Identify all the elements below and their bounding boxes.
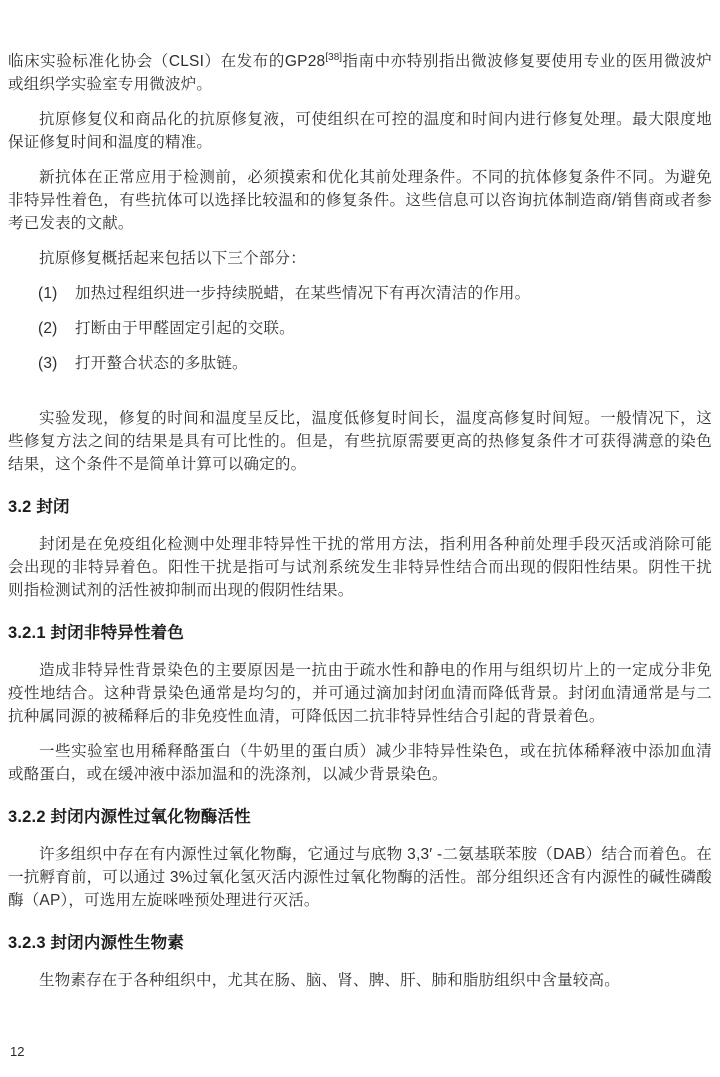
list-marker-2: (2) [38, 320, 58, 337]
paragraph-new-antibody: 新抗体在正常应用于检测前，必须摸索和优化其前处理条件。不同的抗体修复条件不同。为避免非特异性着色，有些抗体可以选择比较温和的修复条件。这些信息可以咨询抗体制造商/销售商或者参考已发表的文献。 [8, 169, 712, 232]
list-item-1 [8, 282, 712, 305]
list-text-3: 打开螯合状态的多肽链。 [75, 355, 248, 372]
page-number: 12 [10, 1044, 25, 1059]
list-item-2 [8, 317, 712, 340]
paragraph-text-before-ref: 临床实验标准化协会（CLSI）在发布的GP28 [8, 53, 326, 70]
paragraph-nonspecific-staining: 造成非特异性背景染色的主要原因是一抗由于疏水性和静电的作用与组织切片上的一定成分非免疫性地结合。这种背景染色通常是均匀的，并可通过滴加封闭血清而降低背景。封闭血清通常是与二抗种属同源的被稀释后的非免疫性血清，可降低因二抗非特异性结合引起的背景着色。 [8, 662, 712, 725]
list-marker-1: (1) [38, 285, 58, 302]
section-heading-3-2-2: 3.2.2 封闭内源性过氧化物酶活性 [8, 808, 251, 826]
list-text-1: 加热过程组织进一步持续脱蜡，在某些情况下有再次清洁的作用。 [75, 285, 531, 302]
list-text-2: 打断由于甲醛固定引起的交联。 [75, 320, 295, 337]
paragraph-retrieval-summary-intro: 抗原修复概括起来包括以下三个部分： [39, 250, 306, 267]
paragraph-time-temperature: 实验发现，修复的时间和温度呈反比，温度低修复时间长，温度高修复时间短。一般情况下，这些修复方法之间的结果是具有可比性的。但是，有些抗原需要更高的热修复条件才可获得满意的染色结果，这个条件不是简单计算可以确定的。 [8, 410, 712, 473]
paragraph-casein-dilution: 一些实验室也用稀释酪蛋白（牛奶里的蛋白质）减少非特异性染色，或在抗体稀释液中添加血清或酪蛋白，或在缓冲液中添加温和的洗涤剂，以减少背景染色。 [8, 743, 712, 783]
paragraph-endogenous-peroxidase: 许多组织中存在有内源性过氧化物酶，它通过与底物 3,3′ -二氨基联苯胺（DAB）结合而着色。在一抗孵育前，可以通过 3%过氧化氢灭活内源性过氧化物酶的活性。部分组织还含有内源性的碱性磷酸酶（AP），可选用左旋咪唑预处理进行灭活。 [8, 846, 712, 909]
section-heading-3-2: 3.2 封闭 [8, 498, 70, 516]
section-heading-3-2-3: 3.2.3 封闭内源性生物素 [8, 934, 185, 952]
citation-reference: [38] [325, 52, 343, 63]
paragraph-clsi-guideline [8, 46, 712, 96]
list-marker-3: (3) [38, 355, 58, 372]
section-heading-3-2-1: 3.2.1 封闭非特异性着色 [8, 624, 185, 642]
paragraph-blocking-intro: 封闭是在免疫组化检测中处理非特异性干扰的常用方法，指利用各种前处理手段灭活或消除可能会出现的非特异着色。阳性干扰是指可与试剂系统发生非特异性结合而出现的假阳性结果。阴性干扰则指检测试剂的活性被抑制而出现的假阴性结果。 [8, 536, 712, 599]
paragraph-text-after-ref: 指南中亦特别指出微波修复要使用专业的医用微波炉或组织学实验室专用微波炉。 [8, 53, 712, 93]
list-item-3 [8, 352, 712, 375]
paragraph-endogenous-biotin: 生物素存在于各种组织中，尤其在肠、脑、肾、脾、肝、肺和脂肪组织中含量较高。 [39, 972, 620, 989]
paragraph-retrieval-instrument: 抗原修复仪和商品化的抗原修复液，可使组织在可控的温度和时间内进行修复处理。最大限度地保证修复时间和温度的精准。 [8, 111, 712, 151]
